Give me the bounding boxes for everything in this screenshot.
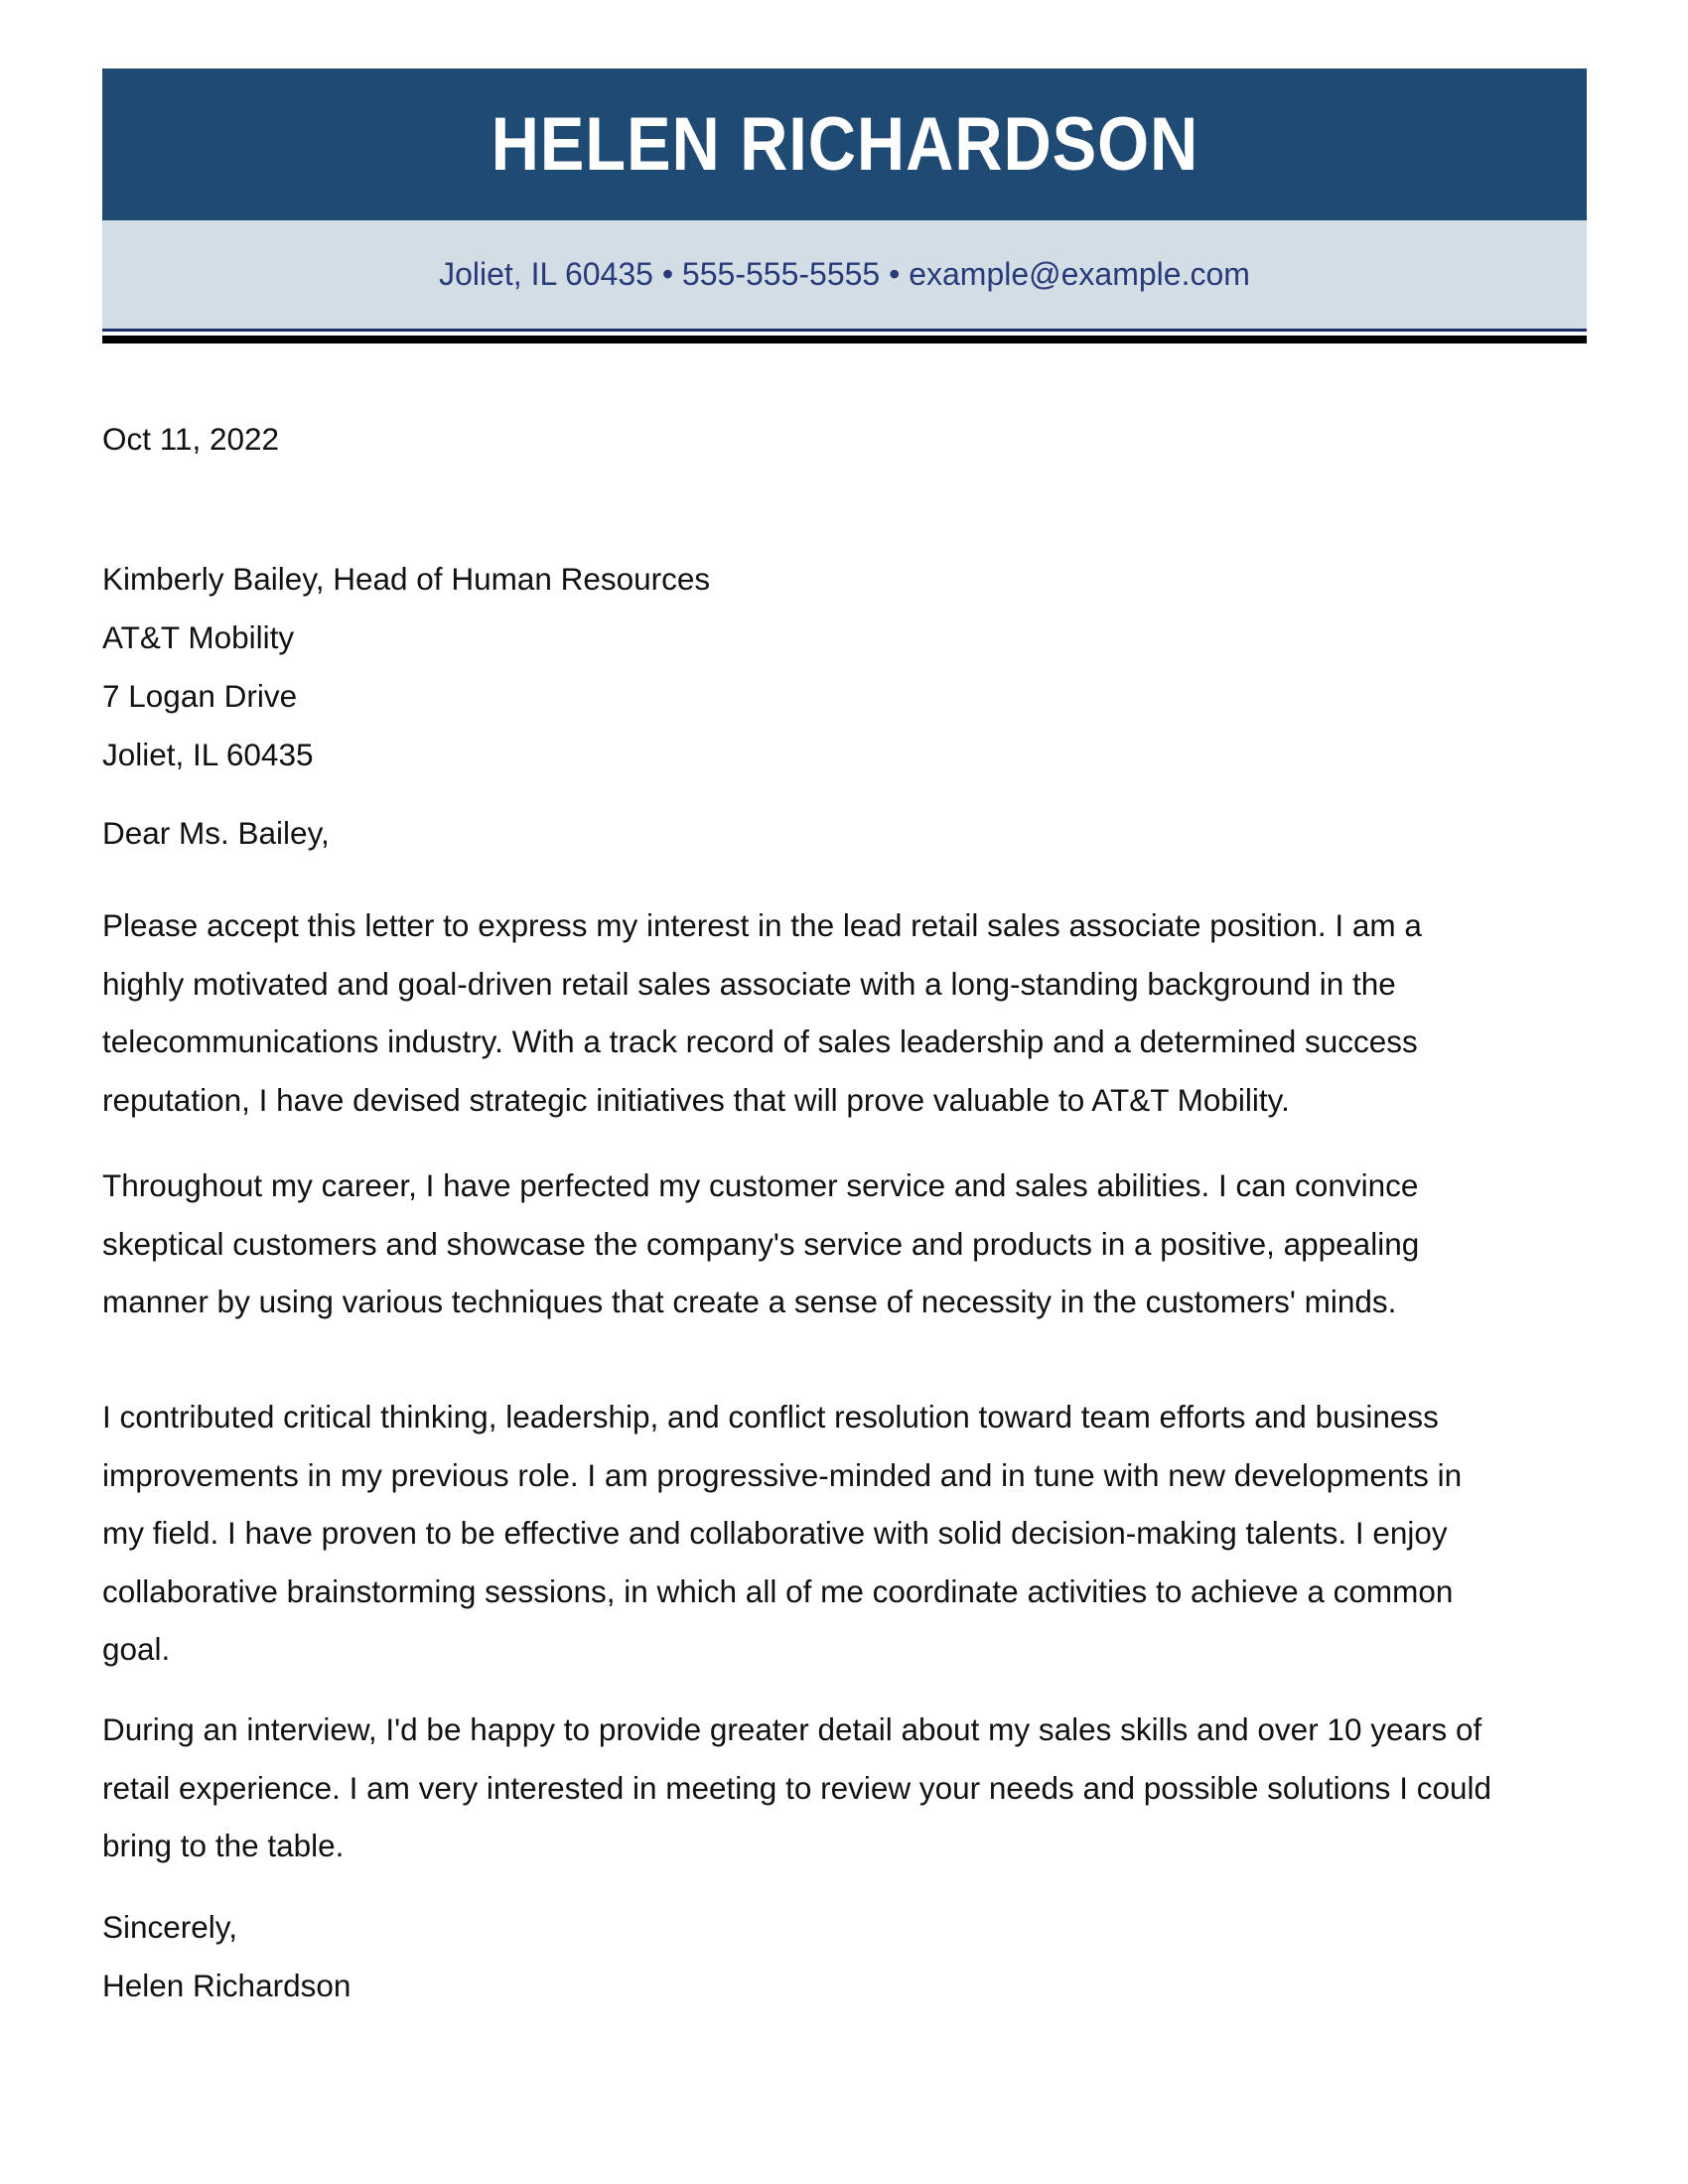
contact-info: Joliet, IL 60435 • 555-555-5555 • example@example.com xyxy=(439,256,1250,292)
body-paragraph-3: I contributed critical thinking, leadership, and conflict resolution toward team efforts and business improvements in my previous role. I am progressive-minded and in tune with new developments in my field. I have proven to be effective and collaborative with solid decision-making talents. I enjoy collaborative brainstorming sessions, in which all of me coordinate activities to achieve a common goal. xyxy=(102,1399,1463,1667)
salutation: Dear Ms. Bailey, xyxy=(102,815,330,851)
header-divider-thin xyxy=(102,329,1587,332)
valediction: Sincerely, xyxy=(102,1909,237,1945)
recipient-address xyxy=(102,550,1587,784)
body-paragraph-4: During an interview, I'd be happy to provide greater detail about my sales skills and over 10 years of retail experience. I am very interested in meeting to review your needs and possible solutions I could bring to the table. xyxy=(102,1711,1491,1863)
recipient-company: AT&T Mobility xyxy=(102,619,295,655)
recipient-name-title: Kimberly Bailey, Head of Human Resources xyxy=(102,561,711,597)
header-contact-band xyxy=(102,220,1587,329)
body-paragraph-2: Throughout my career, I have perfected my customer service and sales abilities. I can convince skeptical customers and showcase the company's service and products in a positive, appealing manner by using various techniques that create a sense of necessity in the customers' minds. xyxy=(102,1167,1420,1319)
header-divider-thick xyxy=(102,336,1587,343)
recipient-street: 7 Logan Drive xyxy=(102,678,298,714)
closing-block xyxy=(102,1898,1587,2015)
signature-name: Helen Richardson xyxy=(102,1968,352,2003)
body-paragraph-1: Please accept this letter to express my interest in the lead retail sales associate position. I am a highly motivated and goal-driven retail sales associate with a long-standing background in the telecommunications industry. With a track record of sales leadership and a determined success reputation, I have devised strategic initiatives that will prove valuable to AT&T Mobility. xyxy=(102,907,1422,1118)
header-name-band xyxy=(102,68,1587,220)
recipient-city: Joliet, IL 60435 xyxy=(102,737,314,772)
applicant-name: HELEN RICHARDSON xyxy=(491,101,1198,187)
letter-date: Oct 11, 2022 xyxy=(102,421,280,457)
